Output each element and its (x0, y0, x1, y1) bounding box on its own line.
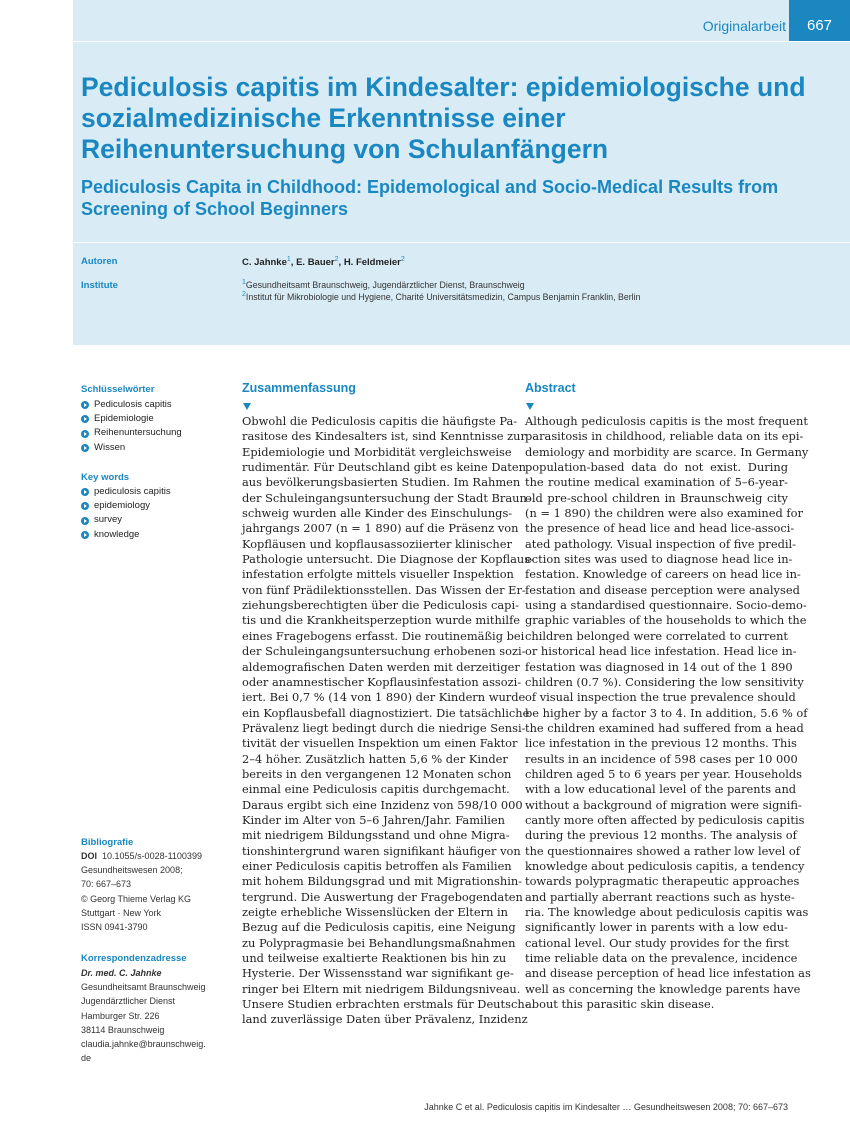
arrow-bullet-icon (81, 444, 89, 452)
text-line: the routine medical examination of 5–6-year- (525, 475, 788, 490)
page-number: 667 (789, 0, 850, 41)
text-line: parasitosis in childhood, reliable data on its epi- (525, 429, 804, 444)
text-line: und teilweise exaltierte Reaktionen bis hin zu (242, 951, 507, 966)
text-line: festation. Knowledge of careers on head lice in- (525, 567, 801, 582)
author-name: H. Feldmeier (343, 257, 401, 269)
text-line: Prävalenz liegt bedingt durch die niedrige Sensi- (242, 720, 526, 735)
address-line: 38114 Braunschweig (81, 1024, 165, 1035)
text-line: der Schuleingangsuntersuchung der Stadt Braun- (242, 490, 531, 505)
institute-line (242, 279, 525, 290)
keyword-item (81, 485, 171, 499)
text-line: festation was diagnosed in 14 out of the 1 890 (525, 659, 793, 674)
key-words-list (81, 485, 171, 542)
text-line: using a standardised questionnaire. Socio-demo- (525, 598, 807, 613)
text-line: the children examined had suffered from a head (525, 720, 804, 735)
text-line: about this parasitic skin disease. (525, 997, 715, 1012)
abstract-heading: Abstract (525, 381, 576, 395)
text-line: Pathologie untersucht. Die Diagnose der Kopflaus- (242, 552, 534, 567)
text-line: land zuverlässige Daten über Prävalenz, Inzidenz (242, 1012, 528, 1027)
zusammenfassung-text (242, 414, 534, 1028)
biblio-line: 70: 667–673 (81, 879, 132, 890)
keyword-text: Wissen (94, 441, 126, 453)
biblio-line: © Georg Thieme Verlag KG (81, 893, 192, 904)
text-line: children belonged were correlated to current (525, 628, 788, 643)
text-line: tionshintergrund waren signifikant häufiger von (242, 843, 521, 858)
keyword-item (81, 426, 182, 440)
text-line: bereits in den vergangenen 12 Monaten schon (242, 766, 512, 781)
text-line: children aged 5 to 6 years per year. Households (525, 766, 803, 781)
biblio-line: ISSN 0941-3790 (81, 922, 148, 933)
correspondence-name: Dr. med. C. Jahnke (81, 968, 162, 978)
text-line: Epidemiologie und Morbidität vergleichsweise (242, 444, 512, 459)
text-line: tis und die Krankheitsperzeption wurde mithilfe (242, 613, 521, 628)
text-line: ated pathology. Visual inspection of five predil- (525, 536, 796, 551)
text-line: old pre-school children in Braunschweig city (525, 490, 788, 505)
text-line: aldemografischen Daten werden mit derzeitiger (242, 659, 520, 674)
text-line: Unsere Studien erbrachten erstmals für Deutsch- (242, 997, 529, 1012)
text-line: mit hohem Bildungsgrad und mit Migrationshin- (242, 874, 523, 889)
address-line: Jugendärztlicher Dienst (81, 996, 176, 1007)
text-line: of visual inspection the true prevalence should (525, 690, 796, 705)
schluesselwoerter-list (81, 398, 182, 455)
text-line: festation and disease perception were analysed (525, 582, 800, 597)
correspondence-block (81, 966, 231, 1065)
authors-label: Autoren (81, 256, 118, 267)
keyword-text: Reihenuntersuchung (94, 427, 182, 439)
text-line: children (0.7 %). Considering the low sensitivity (525, 674, 804, 689)
keyword-text: Pediculosis capitis (94, 399, 172, 410)
text-line: or historical head lice infestation. Head lice in- (525, 644, 797, 659)
article-title-english: Pediculosis Capita in Childhood: Epidemological and Socio-Medical Results from Screening of School Beginners (81, 177, 779, 219)
text-line: tergrund. Die Auswertung der Fragebogendaten (242, 889, 523, 904)
author-affiliation-mark: 2 (400, 256, 405, 263)
author-name: E. Bauer (296, 257, 335, 269)
text-line: Bezug auf die Pediculosis capitis, eine Neigung (242, 920, 516, 935)
text-line: Kinder im Alter von 5–6 Jahren/Jahr. Familien (242, 812, 505, 827)
doi-value[interactable]: 10.1055/s-0028-1100399 (102, 851, 202, 861)
text-line: von fünf Prädilektionsstellen. Das Wissen der Er- (242, 582, 526, 597)
abstract-text (525, 414, 811, 1012)
text-line: infestation erfolgte mittels visueller Inspektion (242, 567, 514, 582)
keyword-text: survey (94, 514, 122, 526)
text-line: results in an incidence of 598 cases per 10 000 (525, 751, 798, 766)
key-words-heading: Key words (81, 472, 130, 483)
text-line: oder anamnestischer Kopflausinfestation assozi- (242, 674, 522, 689)
text-line: einer Pediculosis capitis betroffen als Familien (242, 858, 512, 873)
text-line: Hysterie. Der Wissensstand war signifikant ge- (242, 966, 514, 981)
section-label: Originalarbeit (702, 18, 786, 34)
text-line: mit niedrigem Bildungsstand und ohne Migra- (242, 828, 510, 843)
text-line: ria. The knowledge about pediculosis capitis was (525, 905, 809, 919)
text-line: population-based data do not exist. During (525, 460, 788, 475)
keyword-text: pediculosis capitis (94, 486, 171, 497)
text-line: (n = 1 890) the children were also examined for (525, 506, 803, 521)
institute-line (242, 291, 640, 302)
text-line: ein Kopflausbefall diagnostiziert. Die tatsächliche (242, 705, 530, 720)
text-line: with a low educational level of the parents and (525, 782, 797, 797)
text-line: ection sites was used to diagnose head lice in- (525, 552, 793, 567)
text-line: be higher by a factor 3 to 4. In addition, 5.6 % of (525, 705, 808, 720)
text-line: lice infestation in the previous 12 months. This (525, 736, 797, 751)
arrow-bullet-icon (81, 502, 89, 510)
keyword-item (81, 499, 171, 513)
text-line: without a background of migration were signifi- (525, 797, 802, 812)
text-line: aus bevölkerungsbasierten Studien. Im Rahmen (242, 475, 521, 490)
korrespondenz-heading: Korrespondenzadresse (81, 953, 187, 964)
text-line: knowledge about pediculosis capitis, a tendency (525, 858, 805, 873)
text-line: zeigte erhebliche Wissenslücken der Eltern in (242, 905, 509, 919)
author-affiliation-mark: 2 (334, 256, 339, 263)
keyword-text: Epidemiologie (94, 413, 154, 425)
author-name: C. Jahnke (242, 257, 287, 269)
arrow-bullet-icon (81, 430, 89, 438)
email-link[interactable]: de (81, 1053, 92, 1064)
text-line: ziehungsberechtigten über die Pediculosis capi- (242, 598, 519, 613)
text-line: cational level. Our study provides for the first (525, 935, 789, 950)
footer-citation: Jahnke C et al. Pediculosis capitis im Kindesalter … Gesundheitswesen 2008; 70: 667–673 (424, 1102, 788, 1112)
address-line: Gesundheitsamt Braunschweig (81, 982, 206, 993)
zusammenfassung-heading: Zusammenfassung (242, 381, 356, 395)
triangle-down-icon (526, 403, 534, 410)
institutes-label: Institute (81, 280, 118, 291)
text-line: iert. Bei 0,7 % (14 von 1 890) der Kindern wurde (242, 690, 526, 705)
text-line: Although pediculosis capitis is the most frequent (525, 414, 808, 428)
arrow-bullet-icon (81, 401, 89, 409)
biblio-line: Stuttgart · New York (81, 907, 162, 918)
keyword-item (81, 513, 171, 527)
email-link[interactable]: claudia.jahnke@braunschweig. (81, 1039, 206, 1050)
author-list: C. Jahnke$^1$, E. Bauer$^2$, H. Feldmeier$^2$ (242, 256, 405, 269)
institute-text: Gesundheitsamt Braunschweig, Jugendärztlicher Dienst, Braunschweig (245, 279, 525, 290)
arrow-bullet-icon (81, 488, 89, 496)
text-line: towards polypragmatic therapeutic approaches (525, 874, 800, 889)
keyword-item (81, 528, 171, 542)
text-line: graphic variables of the households to which the (525, 613, 807, 628)
text-line: demiology and morbidity are scarce. In Germany (525, 444, 809, 459)
text-line: and partially aberrant reactions such as hyste- (525, 889, 795, 904)
text-line: during the previous 12 months. The analysis of (525, 828, 797, 843)
text-line: Kopfläusen und kopflausassoziierter klinischer (242, 536, 512, 551)
arrow-bullet-icon (81, 517, 89, 525)
author-affiliation-mark: 1 (286, 256, 291, 263)
biblio-line: Gesundheitswesen 2008; (81, 865, 183, 876)
bibliography-block (81, 849, 231, 934)
header-divider (73, 242, 850, 243)
text-line: significantly lower in parents with a low edu- (525, 920, 788, 935)
article-title-german: Pediculosis capitis im Kindesalter: epidemiologische und sozialmedizinische Erkenntnisse einer Reihenuntersuchung von Schulanfängern (81, 72, 806, 164)
doi-label: DOI (81, 851, 98, 861)
institute-text: Institut für Mikrobiologie und Hygiene, Charité Universitätsmedizin, Campus Benjamin Franklin, Berlin (245, 291, 641, 302)
text-line: well as concerning the knowledge parents have (525, 981, 801, 996)
text-line: and disease perception of head lice infestation as (525, 966, 811, 981)
text-line: ringer bei Eltern mit niedrigem Bildungsniveau. (242, 981, 521, 996)
keyword-text: epidemiology (94, 500, 150, 512)
text-line: rudimentär. Für Deutschland gibt es keine Daten (242, 460, 526, 475)
institute-mark: 2 (242, 291, 246, 298)
text-line: jahrgangs 2007 (n = 1 890) auf die Präsenz von (242, 521, 519, 536)
text-line: cantly more often affected by pediculosis capitis (525, 812, 805, 827)
text-line: eines Fragebogens erfasst. Die routinemäßig bei (242, 628, 525, 643)
text-line: time reliable data on the prevalence, incidence (525, 951, 798, 966)
arrow-bullet-icon (81, 531, 89, 539)
keyword-item (81, 412, 182, 426)
keyword-text: knowledge (94, 528, 140, 540)
text-line: tivität der visuellen Inspektion um einen Faktor (242, 736, 518, 751)
keyword-item (81, 398, 182, 412)
arrow-bullet-icon (81, 415, 89, 423)
bibliografie-heading: Bibliografie (81, 837, 134, 848)
text-line: rasitose des Kindesalters ist, sind Kenntnisse zur (242, 429, 526, 444)
address-line: Hamburger Str. 226 (81, 1010, 160, 1021)
text-line: the questionnaires showed a rather low level of (525, 843, 800, 858)
text-line: Obwohl die Pediculosis capitis die häufigste Pa- (242, 414, 518, 428)
text-line: 2–4 höher. Zusätzlich hatten 5,6 % der Kinder (242, 751, 508, 766)
institute-mark: 1 (242, 279, 246, 286)
text-line: Daraus ergibt sich eine Inzidenz von 598/10 000 (242, 797, 523, 812)
text-line: einmal eine Pediculosis capitis durchgemacht. (242, 782, 510, 797)
text-line: the presence of head lice and head lice-associ- (525, 521, 795, 536)
text-line: zu Polypragmasie bei Behandlungsmaßnahmen (242, 935, 516, 950)
text-line: schweig wurden alle Kinder des Einschulungs- (242, 506, 513, 521)
schluesselwoerter-heading: Schlüsselwörter (81, 384, 155, 395)
text-line: der Schuleingangsuntersuchung erhobenen sozi- (242, 644, 526, 659)
keyword-item (81, 441, 182, 455)
triangle-down-icon (243, 403, 251, 410)
